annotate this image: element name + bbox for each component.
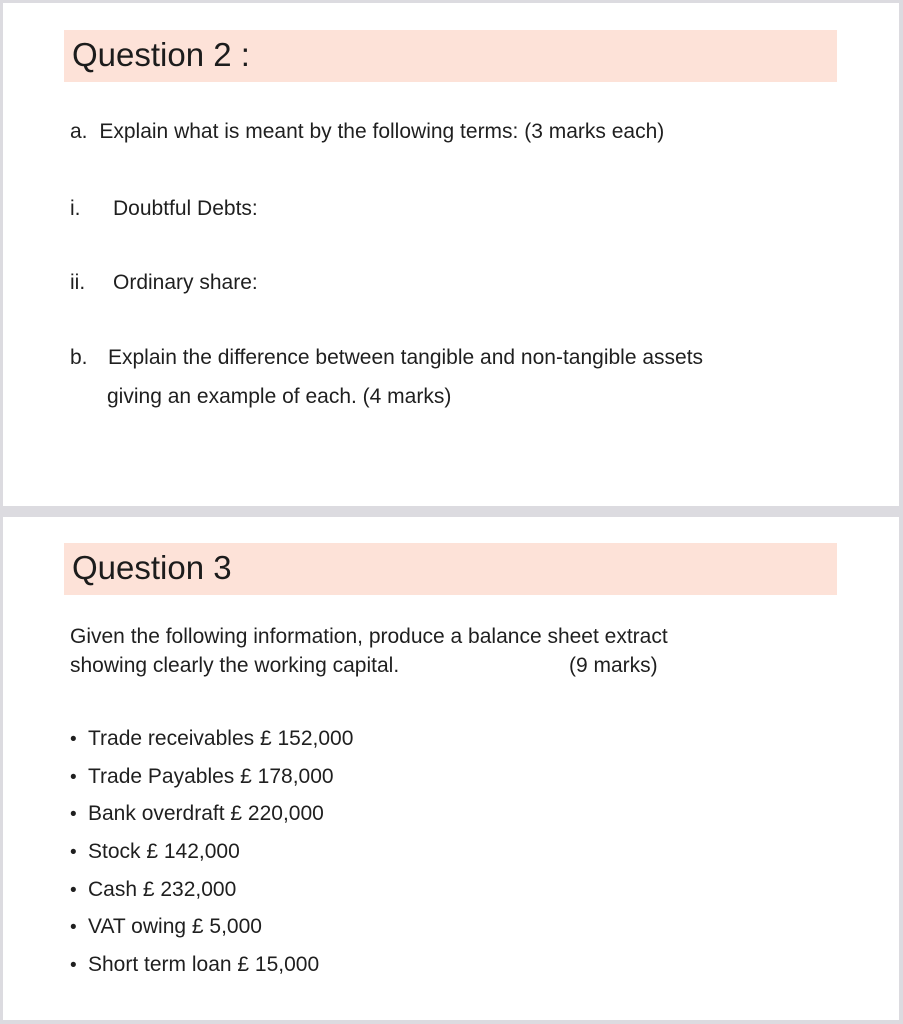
item-text: Bank overdraft £ 220,000 — [88, 802, 324, 826]
part-a-text: Explain what is meant by the following terms: (3 marks each) — [99, 120, 665, 143]
slide-title: Question 3 — [72, 549, 232, 586]
list-item — [70, 802, 353, 840]
term-item — [70, 197, 670, 225]
title-banner — [64, 30, 837, 82]
term-text: Doubtful Debts: — [113, 197, 258, 220]
bullet-icon: • — [70, 842, 77, 864]
part-b-question — [70, 346, 850, 416]
term-marker: ii. — [70, 271, 86, 294]
bullet-icon: • — [70, 879, 77, 901]
bullet-icon: • — [70, 804, 77, 826]
item-text: VAT owing £ 5,000 — [88, 915, 262, 939]
list-item — [70, 840, 353, 878]
list-item — [70, 915, 353, 953]
slide-question-2 — [3, 3, 899, 506]
part-a-question — [70, 120, 664, 144]
part-b-line-1: Explain the difference between tangible and non-tangible assets — [108, 346, 704, 369]
item-text: Short term loan £ 15,000 — [88, 953, 320, 977]
intro-line-2: showing clearly the working capital. — [70, 654, 400, 677]
part-b-marker: b. — [70, 346, 88, 369]
list-item — [70, 878, 353, 916]
bullet-icon: • — [70, 729, 77, 750]
list-item — [70, 765, 353, 803]
bullet-icon: • — [70, 766, 77, 788]
given-information-list — [70, 727, 353, 991]
slide-title: Question 2 : — [72, 36, 250, 73]
part-b-line-2: giving an example of each. (4 marks) — [107, 385, 452, 408]
marks-label: (9 marks) — [569, 654, 658, 677]
part-a-marker: a. — [70, 120, 88, 143]
term-item — [70, 271, 670, 299]
term-marker: i. — [70, 197, 81, 220]
bullet-icon: • — [70, 955, 77, 977]
intro-line-2-row — [70, 654, 770, 682]
item-text: Trade Payables £ 178,000 — [88, 764, 334, 788]
list-item — [70, 727, 353, 765]
bullet-icon: • — [70, 917, 77, 939]
list-item — [70, 953, 353, 991]
title-banner — [64, 543, 837, 595]
item-text: Stock £ 142,000 — [88, 840, 240, 864]
item-text: Cash £ 232,000 — [88, 877, 237, 901]
slide-question-3 — [3, 517, 899, 1020]
item-text: Trade receivables £ 152,000 — [88, 727, 354, 750]
intro-line-1: Given the following information, produce a balance sheet extract — [70, 625, 668, 648]
term-text: Ordinary share: — [113, 271, 258, 294]
